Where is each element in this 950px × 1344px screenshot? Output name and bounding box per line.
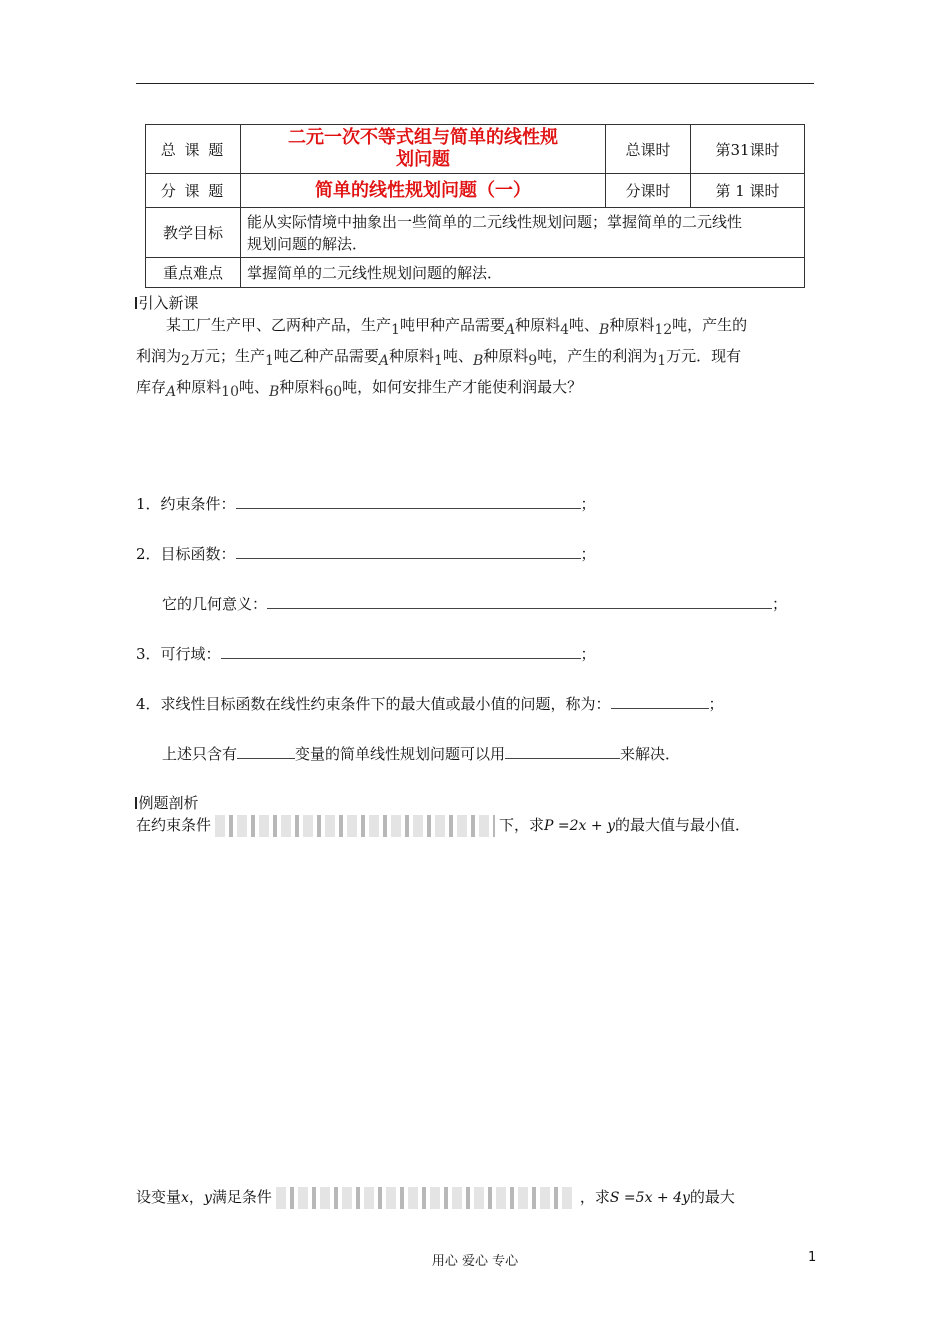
total-hours-label: 总课时 — [606, 125, 691, 174]
page-number: 1 — [808, 1250, 817, 1265]
intro-line-2: 利润为2万元；生产1吨乙种产品需要A种原料1吨、B种原料9吨，产生的利润为1万元．现有 — [136, 347, 742, 369]
constraint-system-image — [215, 815, 495, 837]
question-feasible-region: 3．可行域： ； — [136, 645, 596, 663]
intro-problem — [136, 312, 816, 405]
intro-line-3: 库存A种原料10吨、B种原料60吨，如何安排生产才能使利润最大？ — [136, 378, 583, 400]
question-constraints: 1．约束条件： ； — [136, 495, 596, 513]
constraint-system-image-2 — [276, 1187, 576, 1209]
question-geometric-meaning: 它的几何意义： ； — [162, 595, 788, 613]
method-blank[interactable] — [505, 744, 620, 759]
sub-hours-label: 分课时 — [606, 174, 691, 208]
key-points-label: 重点难点 — [146, 258, 241, 288]
teaching-goal-label: 教学目标 — [146, 208, 241, 258]
question-objective: 2．目标函数： ； — [136, 545, 596, 563]
total-hours-value: 第31课时 — [691, 125, 805, 174]
variable-count-blank[interactable] — [237, 744, 295, 759]
sub-topic-title: 简单的线性规划问题（一） — [241, 174, 606, 208]
footer-slogan: 用心 爱心 专心 — [431, 1254, 519, 1269]
objective-formula-p: P =2x + y — [544, 818, 615, 834]
lesson-info-table — [145, 124, 805, 288]
header-rule — [136, 83, 814, 84]
sub-hours-value: 第 1 课时 — [691, 174, 805, 208]
question-method: 上述只含有 变量的简单线性规划问题可以用 来解决． — [162, 745, 681, 763]
question-problem-name: 4．求线性目标函数在线性约束条件下的最大值或最小值的问题，称为： ； — [136, 695, 724, 713]
geometric-meaning-blank[interactable] — [267, 594, 772, 609]
sub-topic-label: 分 课 题 — [146, 174, 241, 208]
problem-name-blank[interactable] — [611, 694, 709, 709]
objective-formula-s: S =5x + 4y — [609, 1190, 690, 1206]
examples-heading: 例题剖析 — [135, 792, 199, 813]
objective-blank[interactable] — [236, 544, 581, 559]
example-1: 在约束条件 下，求P =2x + y的最大值与最小值． — [136, 814, 750, 837]
example-2: 设变量x，y满足条件 ，求S =5x + 4y的最大 — [136, 1186, 735, 1209]
intro-line-1: 某工厂生产甲、乙两种产品，生产1吨甲种产品需要A种原料4吨、B种原料12吨，产生的 — [166, 316, 748, 338]
total-topic-label: 总 课 题 — [146, 125, 241, 174]
constraints-blank[interactable] — [236, 494, 581, 509]
total-topic-title: 二元一次不等式组与简单的线性规 划问题 — [241, 125, 606, 174]
key-points-text: 掌握简单的二元线性规划问题的解法． — [241, 258, 805, 288]
teaching-goal-text: 能从实际情境中抽象出一些简单的二元线性规划问题；掌握简单的二元线性 规划问题的解法． — [241, 208, 805, 258]
intro-heading: 引入新课 — [135, 292, 199, 313]
feasible-region-blank[interactable] — [221, 644, 581, 659]
